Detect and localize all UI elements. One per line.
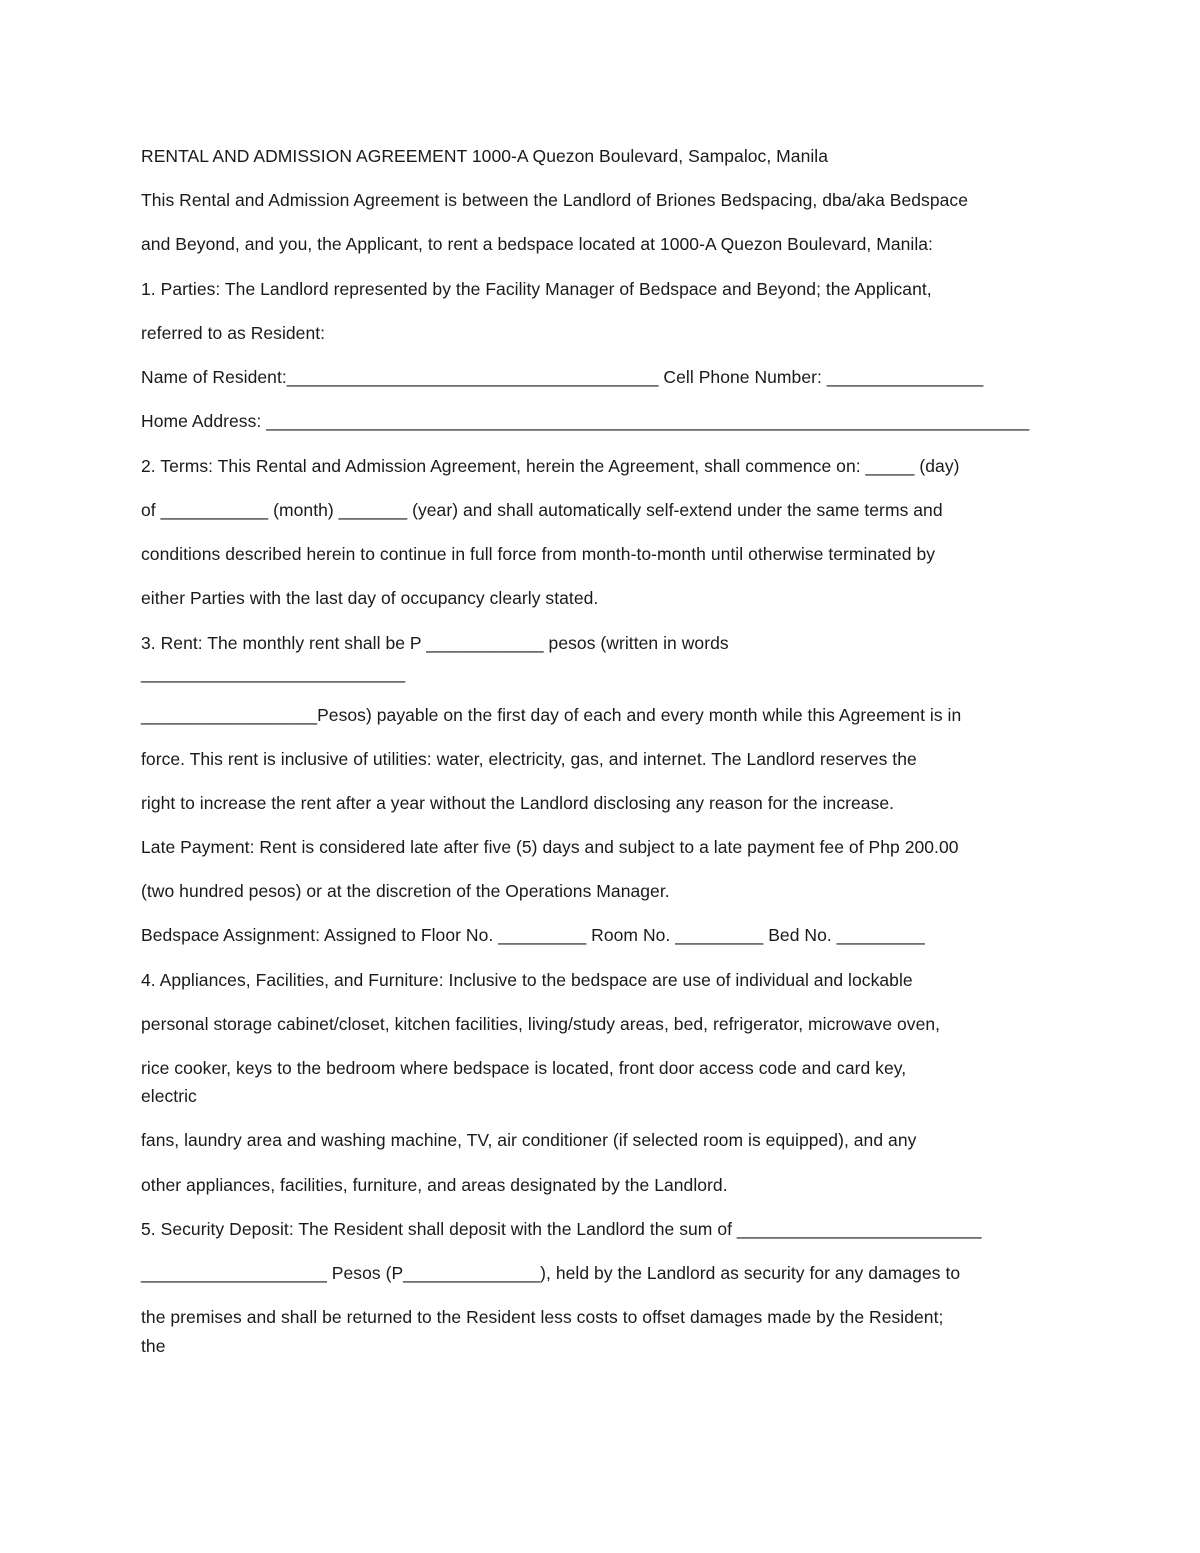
rent-words-blank: ___________________________ xyxy=(141,663,406,683)
appliances-line-6: other appliances, facilities, furniture, and areas designated by the Landlord. xyxy=(141,1175,728,1195)
appliances-line-4: electric xyxy=(141,1086,197,1106)
rent-line-1: 3. Rent: The monthly rent shall be P ____________ pesos (written in words xyxy=(141,633,729,653)
intro-line-1: This Rental and Admission Agreement is between the Landlord of Briones Bedspacing, dba/aka Bedspace xyxy=(141,190,968,210)
document-title: RENTAL AND ADMISSION AGREEMENT 1000-A Quezon Boulevard, Sampaloc, Manila xyxy=(141,146,829,166)
appliances-line-1: 4. Appliances, Facilities, and Furniture: Inclusive to the bedspace are use of individual and lockable xyxy=(141,970,913,990)
home-address-line: Home Address: ______________________________________________________________________________ xyxy=(141,411,1030,431)
appliances-line-3: rice cooker, keys to the bedroom where bedspace is located, front door access code and card key, xyxy=(141,1058,907,1078)
security-deposit-line-2: ___________________ Pesos (P______________), held by the Landlord as security for any damages to xyxy=(141,1263,961,1283)
terms-line-3: conditions described herein to continue in full force from month-to-month until otherwise terminated by xyxy=(141,544,936,564)
late-payment-line-1: Late Payment: Rent is considered late after five (5) days and subject to a late payment fee of Php 200.00 xyxy=(141,837,959,857)
rent-line-4: right to increase the rent after a year without the Landlord disclosing any reason for the increase. xyxy=(141,793,895,813)
terms-line-2: of ___________ (month) _______ (year) and shall automatically self-extend under the same terms and xyxy=(141,500,943,520)
terms-line-4: either Parties with the last day of occupancy clearly stated. xyxy=(141,588,599,608)
resident-name-phone-line: Name of Resident:______________________________________ Cell Phone Number: ________________ xyxy=(141,367,984,387)
rent-line-2: __________________Pesos) payable on the first day of each and every month while this Agreement is in xyxy=(141,705,962,725)
rent-line-3: force. This rent is inclusive of utilities: water, electricity, gas, and internet. The Landlord reserves the xyxy=(141,749,917,769)
parties-line-2: referred to as Resident: xyxy=(141,323,326,343)
intro-line-2: and Beyond, and you, the Applicant, to rent a bedspace located at 1000-A Quezon Boulevard, Manila: xyxy=(141,234,933,254)
security-deposit-line-4: the xyxy=(141,1336,166,1356)
security-deposit-line-1: 5. Security Deposit: The Resident shall deposit with the Landlord the sum of _________________________ xyxy=(141,1219,982,1239)
security-deposit-line-3: the premises and shall be returned to the Resident less costs to offset damages made by the Resident; xyxy=(141,1307,944,1327)
bedspace-assignment-line: Bedspace Assignment: Assigned to Floor No. _________ Room No. _________ Bed No. _________ xyxy=(141,925,925,945)
parties-line-1: 1. Parties: The Landlord represented by the Facility Manager of Bedspace and Beyond; the Applicant, xyxy=(141,279,932,299)
late-payment-line-2: (two hundred pesos) or at the discretion of the Operations Manager. xyxy=(141,881,670,901)
appliances-line-2: personal storage cabinet/closet, kitchen facilities, living/study areas, bed, refrigerator, microwave oven, xyxy=(141,1014,941,1034)
appliances-line-5: fans, laundry area and washing machine, TV, air conditioner (if selected room is equipped), and any xyxy=(141,1130,917,1150)
terms-line-1: 2. Terms: This Rental and Admission Agreement, herein the Agreement, shall commence on: _____ (day) xyxy=(141,456,960,476)
